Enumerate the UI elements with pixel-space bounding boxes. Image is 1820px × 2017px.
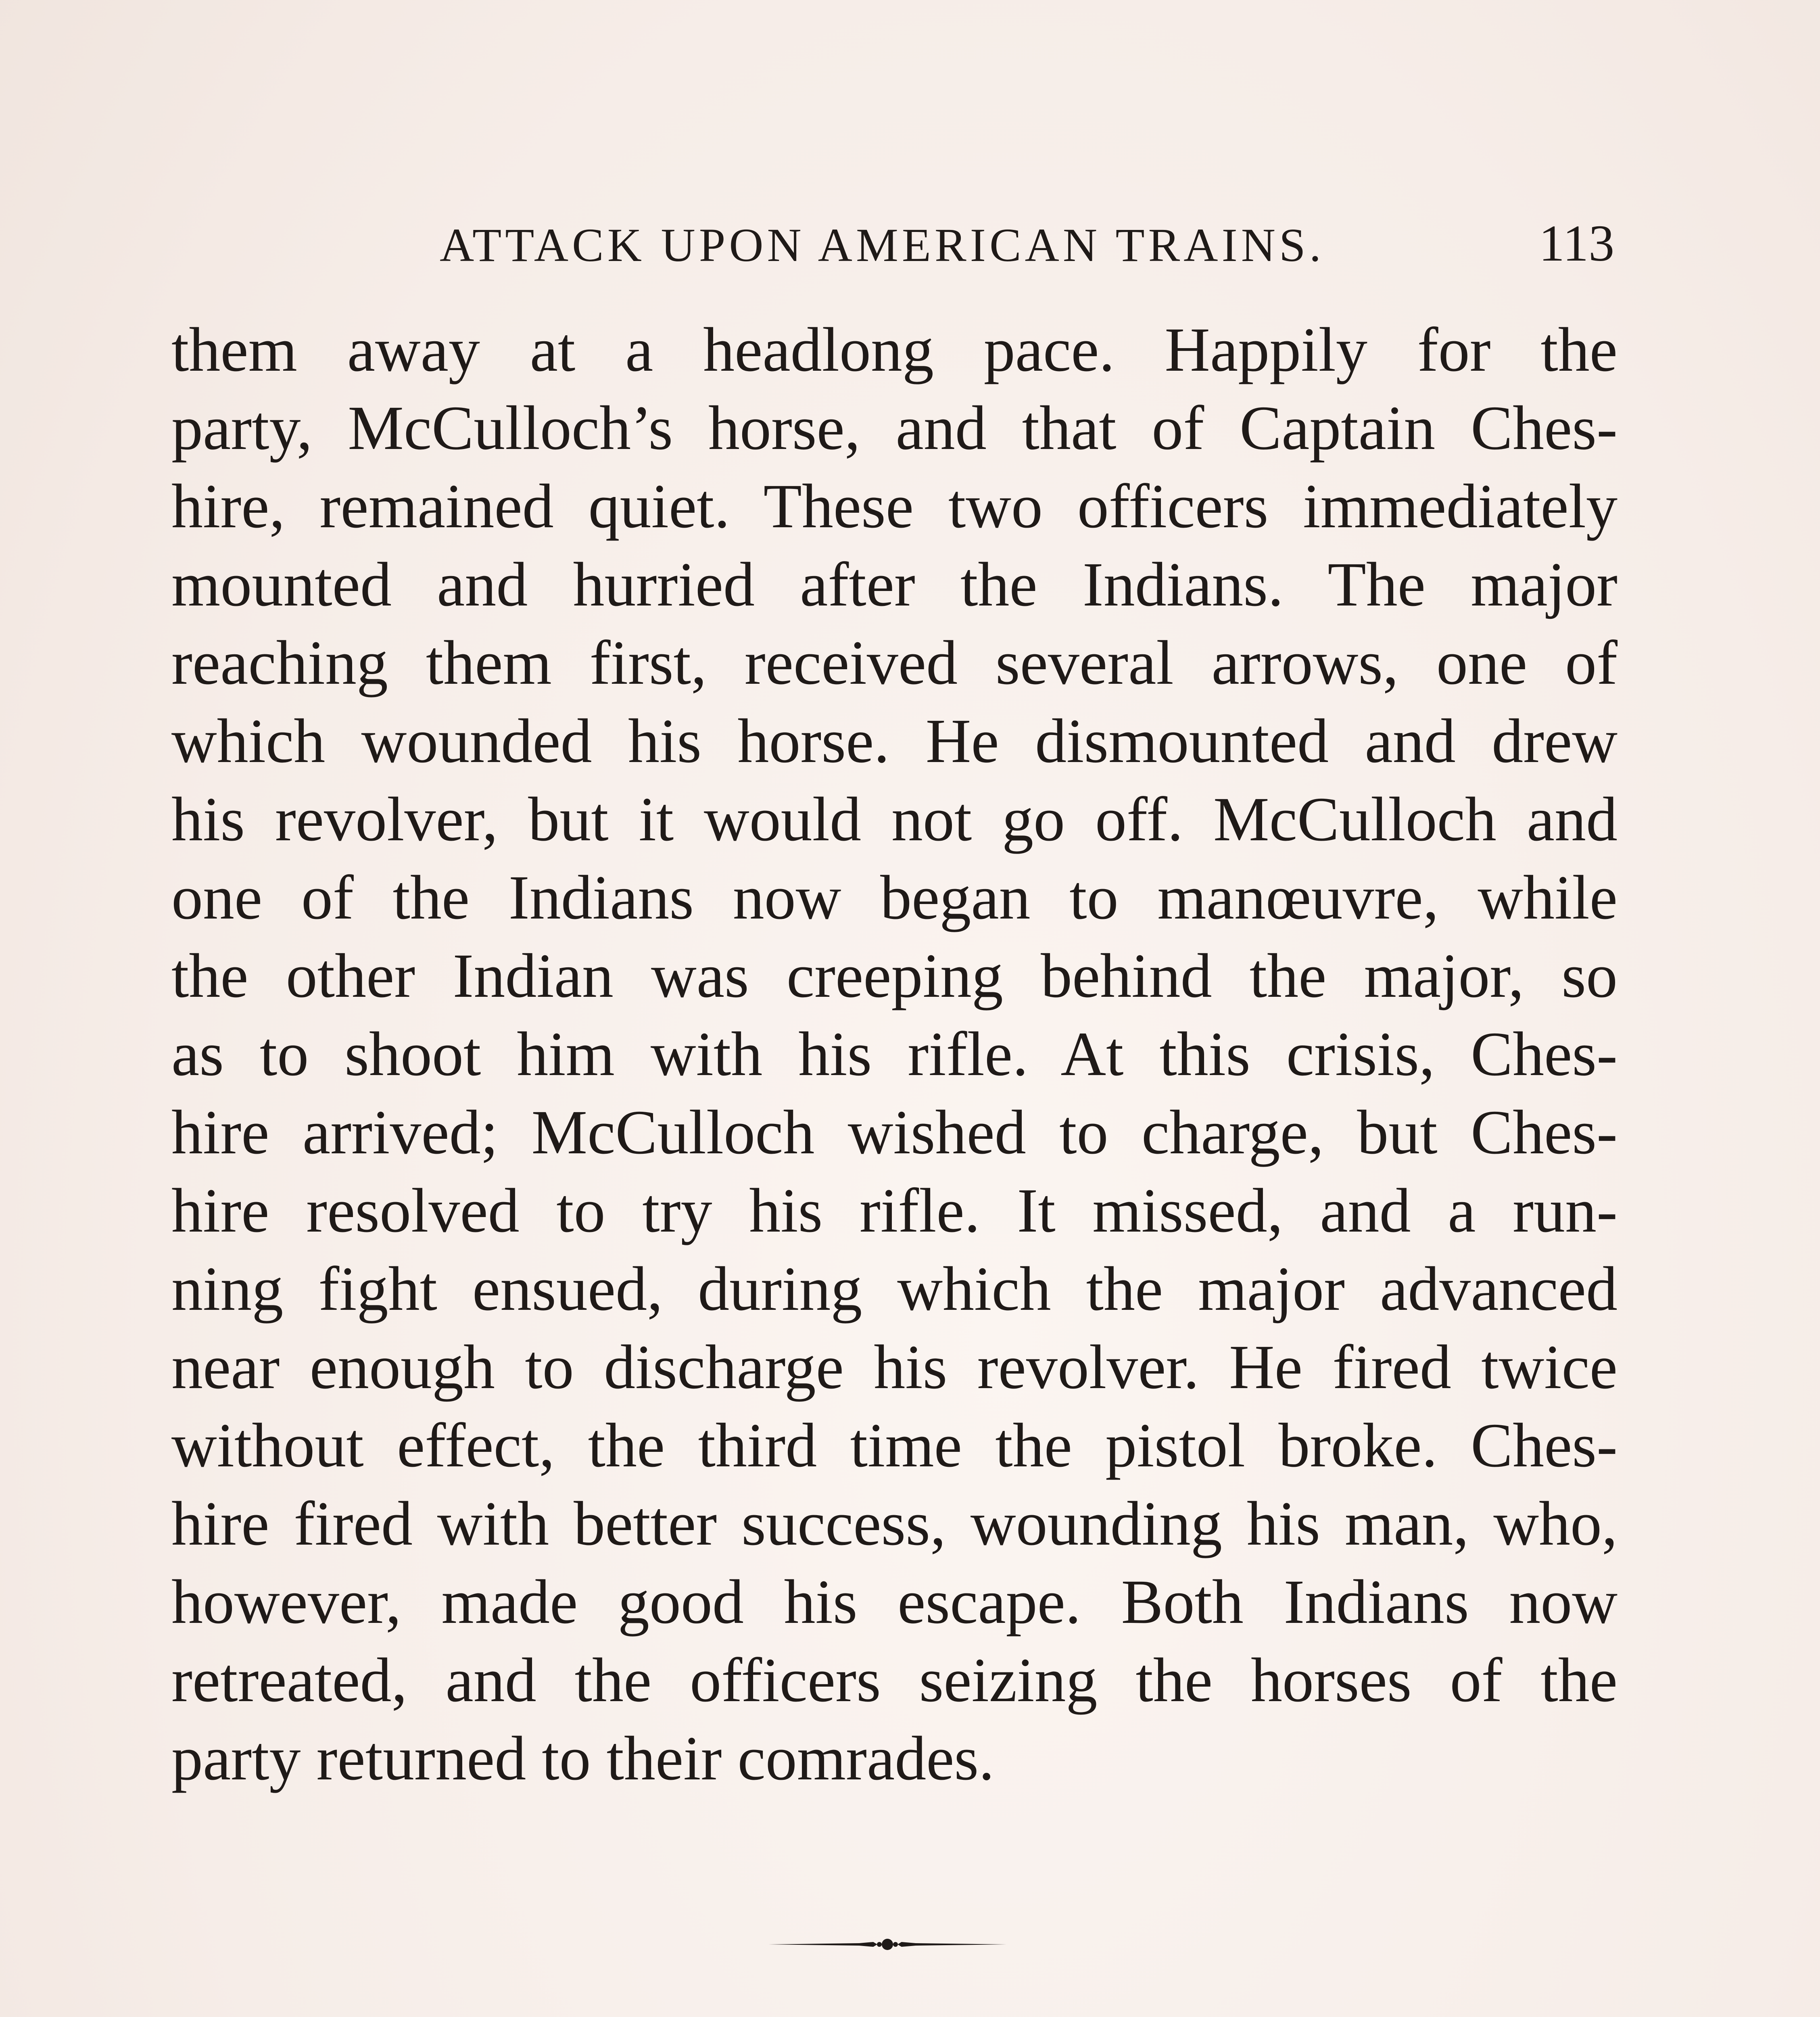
text-line: near enough to discharge his revolver. He fired twice (171, 1332, 1618, 1402)
text-line: ning fight ensued, during which the major advanced (171, 1254, 1618, 1324)
text-line: the other Indian was creeping behind the major, so (171, 941, 1618, 1011)
running-head: ATTACK UPON AMERICAN TRAINS. (440, 219, 1325, 271)
ornament-divider-icon (766, 1932, 1008, 1956)
text-line: however, made good his escape. Both Indians now (171, 1567, 1618, 1637)
text-line: mounted and hurried after the Indians. The major (171, 549, 1618, 619)
text-line: without effect, the third time the pistol broke. Ches- (171, 1410, 1618, 1480)
page-number: 113 (1539, 215, 1615, 272)
text-line: party returned to their comrades. (171, 1723, 995, 1793)
text-line: his revolver, but it would not go off. McCulloch and (171, 784, 1618, 854)
text-line: hire, remained quiet. These two officers immediately (171, 471, 1618, 541)
text-line: them away at a headlong pace. Happily for the (171, 315, 1618, 384)
text-line: hire resolved to try his rifle. It missed, and a run- (171, 1176, 1618, 1245)
text-line: party, McCulloch’s horse, and that of Captain Ches- (171, 393, 1618, 463)
text-line: one of the Indians now began to manœuvre, while (171, 862, 1618, 932)
paragraph-continued (171, 311, 1618, 1798)
text-line: hire fired with better success, wounding his man, who, (171, 1489, 1618, 1558)
text-line: as to shoot him with his rifle. At this crisis, Ches- (171, 1019, 1618, 1089)
text-line: retreated, and the officers seizing the horses of the (171, 1645, 1618, 1715)
text-line: hire arrived; McCulloch wished to charge, but Ches- (171, 1097, 1618, 1167)
text-line: reaching them first, received several arrows, one of (171, 628, 1618, 697)
text-line: which wounded his horse. He dismounted and drew (171, 706, 1618, 776)
